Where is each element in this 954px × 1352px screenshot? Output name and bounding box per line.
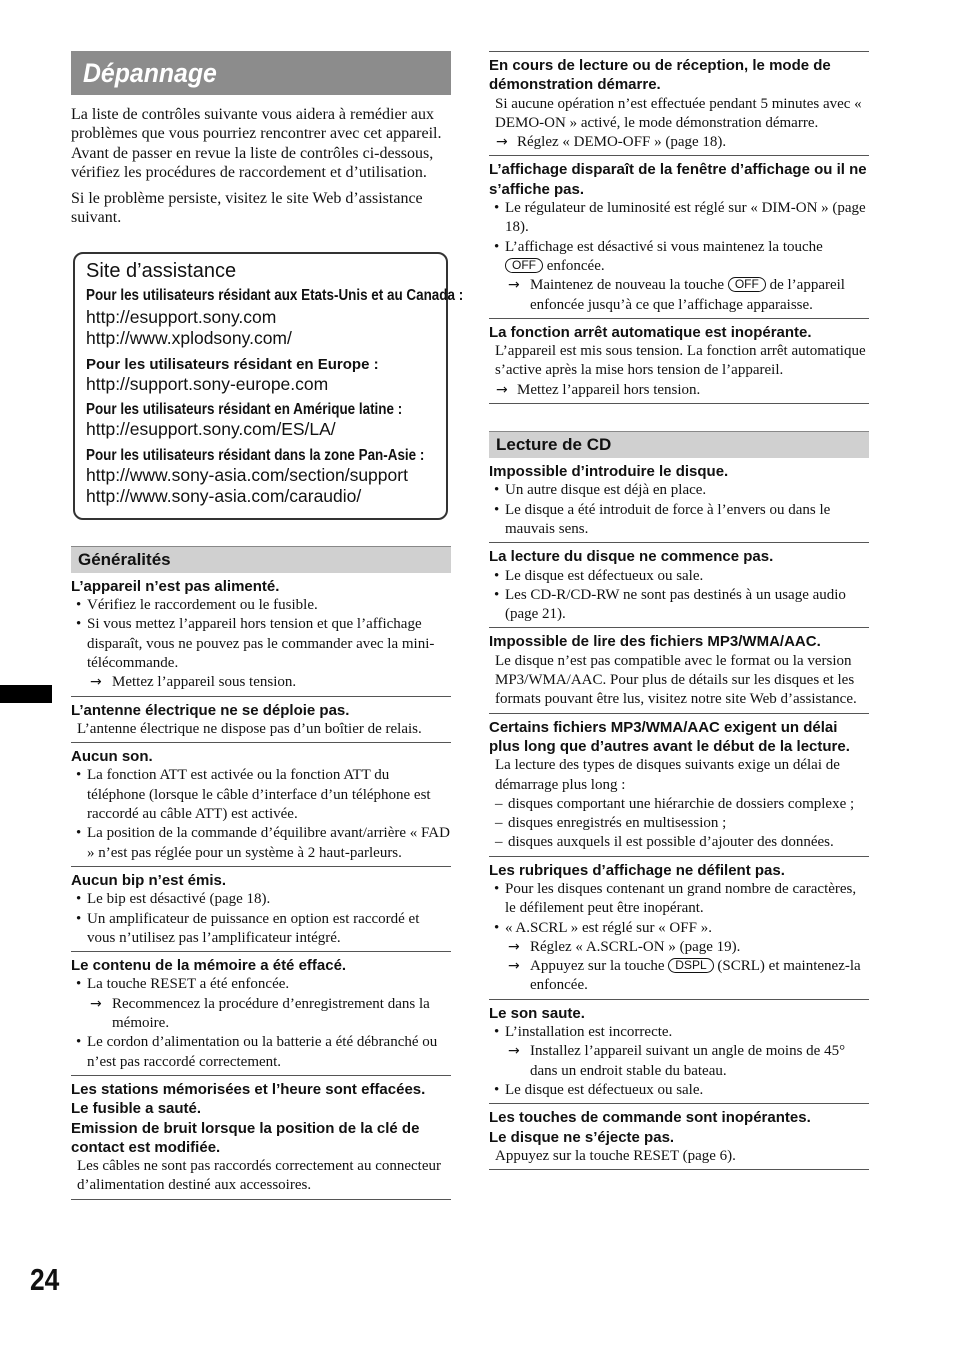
problem-title: Aucun bip n’est émis. (71, 871, 227, 889)
problem-title: Le fusible a sauté. (71, 1100, 202, 1118)
problem-item (489, 1104, 869, 1170)
problem-title: Les touches de commande sont inopérantes. (489, 1109, 811, 1127)
right-column (489, 51, 869, 1170)
problem-title: Emission de bruit lorsque la position de la clé de contact est modifiée. (71, 1119, 420, 1156)
support-region-label: Pour les utilisateurs résidant dans la zone Pan-Asie : (86, 446, 425, 464)
bullet-item: • La position de la commande d’équilibre avant/arrière « FAD » n’est pas réglée pour un système à 2 haut-parleurs. (71, 824, 451, 863)
support-region-label: Pour les utilisateurs résidant en Amérique latine : (86, 401, 403, 419)
problem-title: Le contenu de la mémoire a été effacé. (71, 957, 347, 975)
problem-text: Le disque n’est pas compatible avec le format ou la version MP3/WMA/AAC. Pour plus de détails sur les disques et les formats pouvant être lus, visitez notre site Web d’assistance. (495, 652, 857, 708)
section-heading-general: Généralités (71, 546, 451, 573)
problem-item (489, 52, 869, 156)
bullet-text: L’affichage est désactivé si vous maintenez la touche (505, 238, 823, 255)
bullet-item: • Un autre disque est déjà en place. (489, 481, 869, 500)
problem-title: La lecture du disque ne commence pas. (489, 548, 774, 566)
dash-item: – disques auxquels il est possible d’ajouter des données. (489, 833, 869, 852)
problem-item (489, 628, 869, 713)
page-title-bar (71, 51, 451, 95)
intro-paragraph: La liste de contrôles suivante vous aidera à remédier aux problèmes que vous pourriez rencontrer avec cet appareil. (71, 106, 442, 143)
problem-item (71, 1076, 451, 1200)
bullet-item: • Vérifiez le raccordement ou le fusible. (71, 596, 451, 615)
bullet-item: • Si vous mettez l’appareil hors tension et que l’affichage disparaît, vous ne pouvez pas le commander avec la mini-télécommande. (71, 615, 451, 673)
problem-item (489, 319, 869, 404)
action-text: Appuyez sur la touche (530, 958, 665, 975)
problem-text: Les câbles ne sont pas raccordés correctement au connecteur d’alimentation destiné aux accessoires. (77, 1158, 441, 1194)
bullet-text: enfoncée. (546, 257, 605, 274)
problem-title: Le son saute. (489, 1004, 585, 1022)
bullet-item: • Pour les disques contenant un grand nombre de caractères, le défilement peut être inopérant. (489, 880, 869, 919)
bullet-item: • Le bip est désactivé (page 18). (71, 890, 451, 909)
dash-item: – disques comportant une hiérarchie de dossiers complexe ; (489, 795, 869, 814)
bullet-item: • Le cordon d’alimentation ou la batterie a été débranché ou n’est pas raccordé correctement. (71, 1033, 451, 1072)
problem-title: L’antenne électrique ne se déploie pas. (71, 701, 350, 719)
off-key-label: OFF (728, 277, 766, 292)
support-title: Site d’assistance (86, 259, 237, 282)
problem-title: Les rubriques d’affichage ne défilent pas. (489, 861, 785, 879)
action-text: Maintenez de nouveau la touche (530, 277, 725, 294)
intro-paragraph: Si le problème persiste, visitez le site Web d’assistance suivant. (71, 190, 423, 227)
support-url[interactable]: http://www.sony-asia.com/caraudio/ (86, 486, 362, 507)
action-text: de l’appareil enfoncée jusqu’à ce que l’affichage apparaisse. (530, 277, 845, 313)
bullet-item: • Les CD-R/CD-RW ne sont pas destinés à un usage audio (page 21). (489, 586, 869, 625)
problem-item (489, 857, 869, 1000)
left-column (71, 51, 464, 1200)
bullet-item: • Le disque est défectueux ou sale. (489, 1081, 869, 1100)
problem-title: Le disque ne s’éjecte pas. (489, 1128, 675, 1146)
bullet-item: • « A.SCRL » est réglé sur « OFF ». (489, 919, 869, 938)
problem-item (71, 697, 451, 744)
support-url[interactable]: http://www.sony-asia.com/section/support (86, 464, 408, 485)
chapter-tab-marker (0, 685, 52, 703)
problem-title: Les stations mémorisées et l’heure sont effacées. (71, 1080, 426, 1098)
problem-text: Appuyez sur la touche RESET (page 6). (495, 1147, 736, 1164)
dash-item: – disques enregistrés en multisession ; (489, 814, 869, 833)
page-number: 24 (30, 1262, 60, 1297)
off-key-label: OFF (505, 258, 543, 273)
problem-item (71, 952, 451, 1076)
intro (71, 105, 451, 228)
problem-item (489, 543, 869, 628)
problem-text: L’antenne électrique ne dispose pas d’un boîtier de relais. (77, 720, 422, 737)
bullet-item: • La fonction ATT est activée ou la fonction ATT du téléphone (lorsque le câble d’interface d’un téléphone est raccordé au câble ATT) est activée. (71, 766, 451, 824)
support-url[interactable]: http://esupport.sony.com (86, 306, 277, 327)
bullet-item: • Le disque est défectueux ou sale. (489, 567, 869, 586)
problem-item (489, 156, 869, 318)
problem-text: La lecture des types de disques suivants exige un délai de démarrage plus long : (495, 757, 840, 793)
action-item: → Réglez « DEMO-OFF » (page 18). (489, 133, 869, 152)
support-region-label: Pour les utilisateurs résidant en Europe : (86, 355, 379, 373)
support-url[interactable]: http://www.xplodsony.com/ (86, 328, 292, 349)
problem-text: Si aucune opération n’est effectuée pendant 5 minutes avec « DEMO-ON » activé, le mode démonstration démarre. (495, 95, 862, 131)
action-item (489, 276, 869, 315)
bullet-item: • Un amplificateur de puissance en option est raccordé et vous n’utilisez pas l’amplificateur intégré. (71, 910, 451, 949)
support-url[interactable]: http://esupport.sony.com/ES/LA/ (86, 419, 336, 440)
intro-paragraph: Avant de passer en revue la liste de contrôles ci-dessous, vérifiez les procédures de raccordement et d’utilisation. (71, 144, 434, 181)
problem-title: Aucun son. (71, 748, 153, 766)
action-item (489, 957, 869, 996)
problem-title: La fonction arrêt automatique est inopérante. (489, 323, 812, 341)
action-item: → Mettez l’appareil sous tension. (71, 673, 451, 692)
problem-item (71, 867, 451, 952)
action-item: → Mettez l’appareil hors tension. (489, 381, 869, 400)
action-item: → Installez l’appareil suivant un angle de moins de 45° dans un endroit stable du bateau. (489, 1042, 869, 1081)
problem-item (489, 458, 869, 543)
support-url[interactable]: http://support.sony-europe.com (86, 373, 329, 394)
problem-title: Impossible de lire des fichiers MP3/WMA/AAC. (489, 633, 821, 651)
action-text: (SCRL) et maintenez-la enfoncée. (530, 958, 861, 994)
problem-title: Certains fichiers MP3/WMA/AAC exigent un délai plus long que d’autres avant le début de la lecture. (489, 718, 850, 755)
bullet-item: • L’installation est incorrecte. (489, 1023, 869, 1042)
bullet-item: • Le disque a été introduit de force à l’envers ou dans le mauvais sens. (489, 501, 869, 540)
bullet-item: • Le régulateur de luminosité est réglé sur « DIM-ON » (page 18). (489, 199, 869, 238)
problem-item (71, 743, 451, 867)
problem-item (489, 714, 869, 857)
page-title: Dépannage (82, 57, 217, 88)
problem-title: Impossible d’introduire le disque. (489, 463, 729, 481)
bullet-item: • La touche RESET a été enfoncée. (71, 975, 451, 994)
dspl-key-label: DSPL (668, 958, 713, 973)
problem-title: En cours de lecture ou de réception, le mode de démonstration démarre. (489, 57, 831, 94)
problem-text: L’appareil est mis sous tension. La fonction arrêt automatique s’active après la mise hors tension de l’appareil. (495, 343, 866, 379)
support-region-label: Pour les utilisateurs résidant aux Etats-Unis et au Canada : (86, 286, 464, 304)
action-item: → Réglez « A.SCRL-ON » (page 19). (489, 938, 869, 957)
problem-item (71, 573, 451, 697)
action-item: → Recommencez la procédure d’enregistrement dans la mémoire. (71, 995, 451, 1034)
support-box (73, 252, 464, 520)
bullet-item (489, 238, 869, 277)
problem-item (489, 1000, 869, 1104)
section-heading-cd: Lecture de CD (489, 431, 869, 458)
problem-title: L’affichage disparaît de la fenêtre d’affichage ou il ne s’affiche pas. (489, 161, 867, 198)
problem-title: L’appareil n’est pas alimenté. (71, 577, 280, 595)
